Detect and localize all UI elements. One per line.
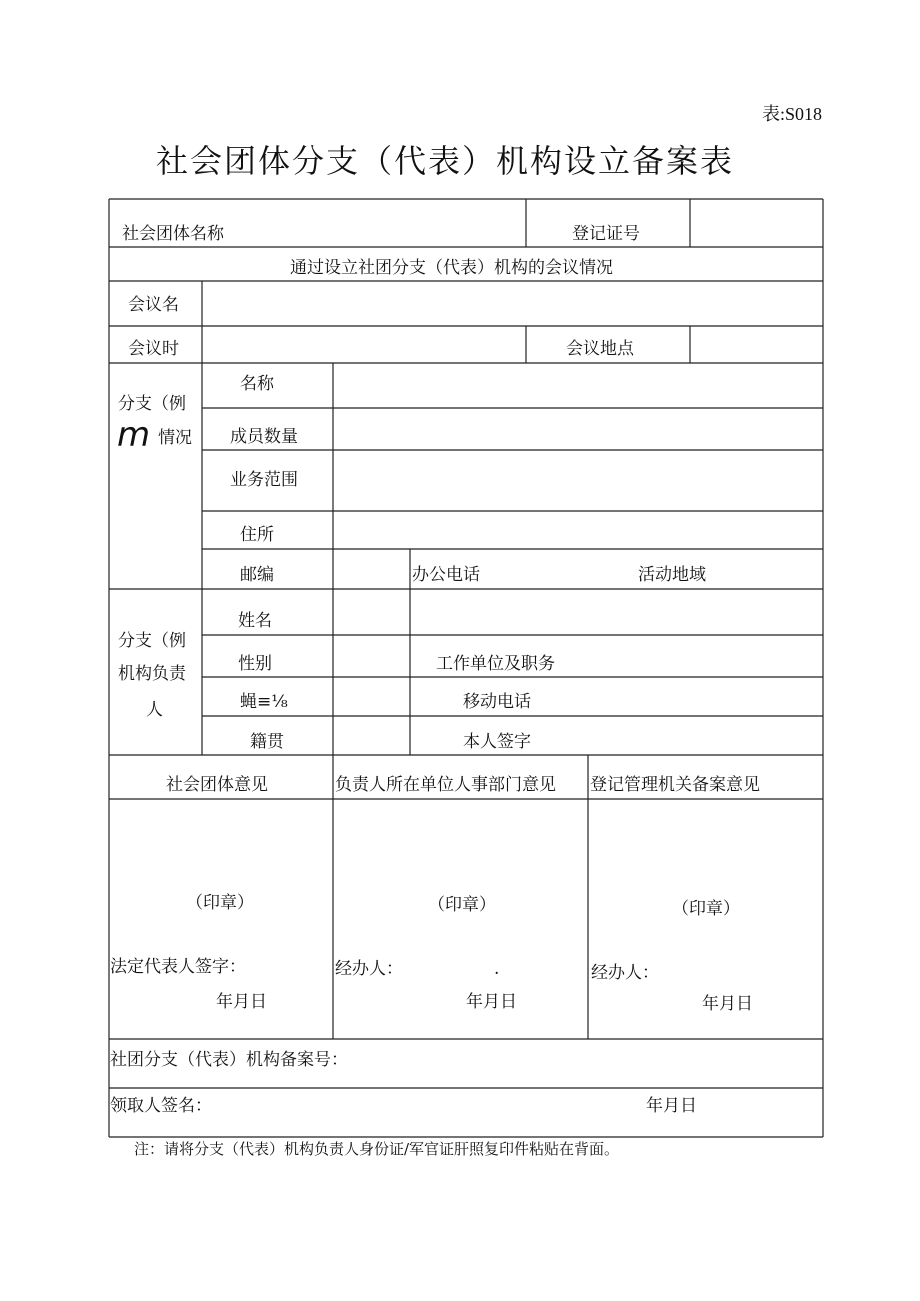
seal-1: （印章）	[186, 893, 254, 913]
form-code: 表:S018	[761, 104, 822, 124]
reg-no-label: 登记证号	[572, 224, 640, 244]
seal-2: （印章）	[428, 895, 496, 915]
birth-label: 蝇≡⅛	[240, 692, 288, 712]
area-label: 活动地域	[638, 565, 706, 585]
meeting-name-label: 会议名	[128, 295, 179, 315]
leader-group-label-1: 分支（例	[118, 631, 186, 651]
branch-group-glyph: m	[117, 415, 151, 455]
postcode-label: 邮编	[240, 565, 274, 585]
workplace-label: 工作单位及职务	[436, 654, 555, 674]
meeting-time-label: 会议时	[128, 339, 179, 359]
dept-opinion-header: 负责人所在单位人事部门意见	[335, 775, 556, 795]
origin-label: 籍贯	[250, 732, 284, 752]
footnote: 注：请将分支（代表）机构负责人身份证/军官证肝照复印件粘贴在背面。	[134, 1140, 620, 1158]
page-title: 社会团体分支（代表）机构设立备案表	[155, 142, 734, 180]
seal-3: （印章）	[672, 899, 740, 919]
leader-group-label-3: 人	[146, 700, 163, 720]
legal-rep-sign-label: 法定代表人签字：	[110, 957, 246, 977]
handler-label-1: 经办人：	[335, 959, 403, 979]
scope-label: 业务范围	[230, 470, 298, 490]
date-label-3: 年月日	[702, 994, 753, 1014]
address-label: 住所	[240, 525, 274, 545]
date-label-1: 年月日	[216, 992, 267, 1012]
receiver-label: 领取人签名：	[110, 1096, 212, 1116]
receiver-date: 年月日	[646, 1096, 697, 1116]
gender-label: 性别	[238, 654, 272, 674]
members-label: 成员数量	[230, 427, 298, 447]
leader-group-label-2: 机构负责	[118, 664, 186, 684]
record-no-label: 社团分支（代表）机构备案号：	[110, 1050, 348, 1070]
branch-group-label-2: 情况	[158, 428, 192, 448]
org-name-label: 社会团体名称	[122, 224, 224, 244]
branch-group-label: 分支（例	[118, 394, 186, 414]
mobile-label: 移动电话	[463, 692, 531, 712]
dot-mark: .	[494, 959, 500, 979]
leader-name-label: 姓名	[238, 611, 272, 631]
meeting-header: 通过设立社团分支（代表）机构的会议情况	[290, 258, 613, 278]
signature-label: 本人签字	[463, 732, 531, 752]
office-phone-label: 办公电话	[412, 565, 480, 585]
reg-opinion-header: 登记管理机关备案意见	[590, 775, 760, 795]
date-label-2: 年月日	[466, 992, 517, 1012]
branch-name-label: 名称	[240, 374, 274, 394]
org-opinion-header: 社会团体意见	[166, 775, 268, 795]
meeting-place-label: 会议地点	[566, 339, 634, 359]
handler-label-2: 经办人：	[591, 963, 659, 983]
